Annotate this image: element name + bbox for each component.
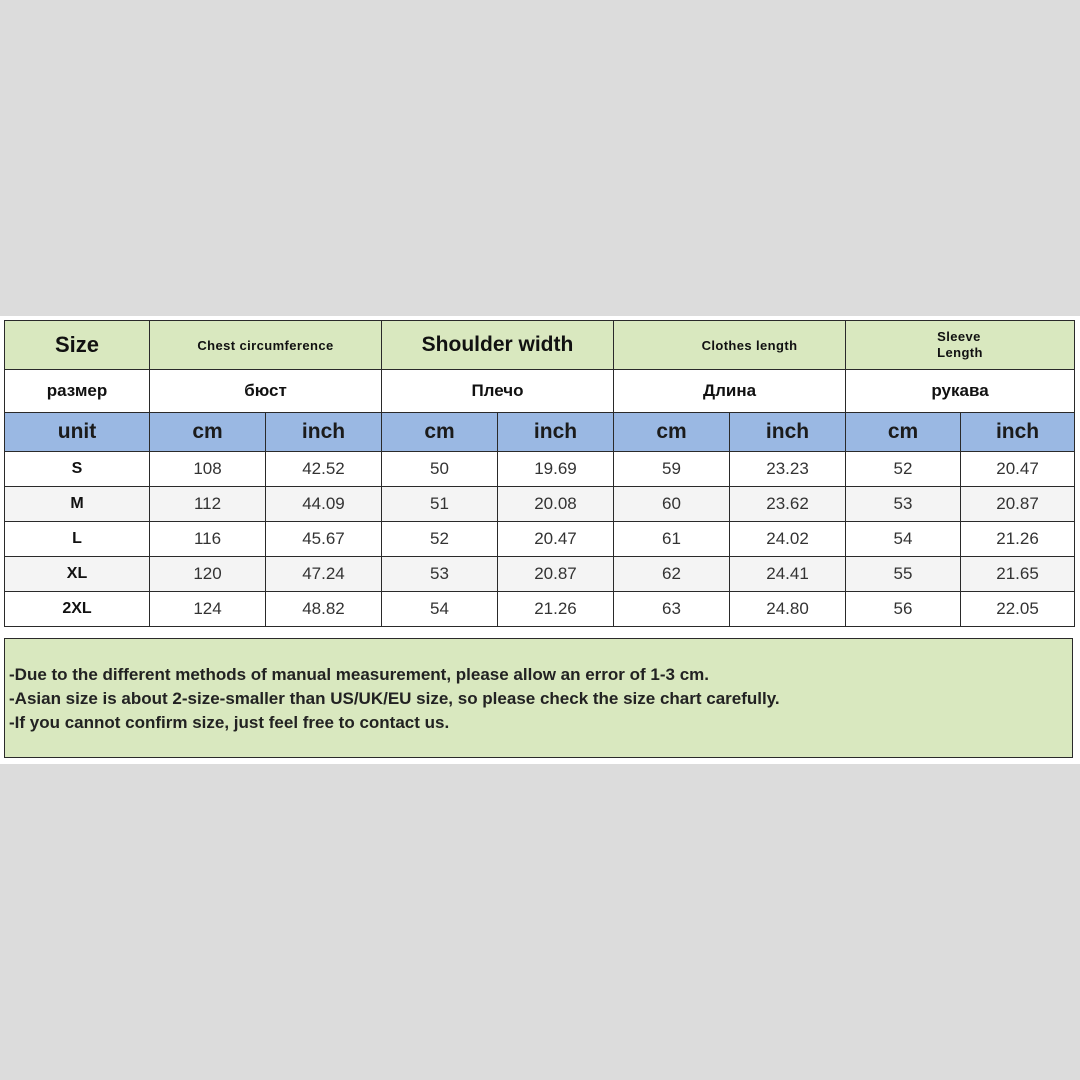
unit-inch: inch	[961, 413, 1075, 452]
header-sleeve-line1: Sleeve	[937, 328, 981, 344]
measurement-cell: 20.08	[498, 487, 614, 522]
ru-shoulder: Плечо	[382, 370, 614, 413]
measurement-cell: 54	[382, 592, 498, 627]
size-cell: L	[5, 522, 150, 557]
measurement-cell: 53	[846, 487, 961, 522]
ru-size: размер	[5, 370, 150, 413]
size-cell: M	[5, 487, 150, 522]
size-cell: XL	[5, 557, 150, 592]
unit-cm: cm	[846, 413, 961, 452]
size-chart	[0, 316, 1080, 764]
table-row	[5, 557, 1075, 592]
measurement-cell: 108	[150, 452, 266, 487]
unit-cm: cm	[614, 413, 730, 452]
size-cell: S	[5, 452, 150, 487]
measurement-cell: 53	[382, 557, 498, 592]
measurement-cell: 63	[614, 592, 730, 627]
ru-sleeve: рукава	[846, 370, 1075, 413]
measurement-cell: 62	[614, 557, 730, 592]
measurement-cell: 22.05	[961, 592, 1075, 627]
size-table	[4, 320, 1075, 627]
measurement-cell: 52	[382, 522, 498, 557]
header-sleeve	[846, 321, 1075, 370]
measurement-cell: 21.65	[961, 557, 1075, 592]
measurement-cell: 20.87	[498, 557, 614, 592]
measurement-cell: 21.26	[498, 592, 614, 627]
header-chest: Chest circumference	[150, 321, 382, 370]
measurement-cell: 112	[150, 487, 266, 522]
header-sleeve-line2: Length	[937, 344, 983, 360]
table-row	[5, 487, 1075, 522]
measurement-cell: 20.87	[961, 487, 1075, 522]
measurement-cell: 19.69	[498, 452, 614, 487]
header-length	[614, 321, 846, 370]
measurement-cell: 44.09	[266, 487, 382, 522]
unit-inch: inch	[498, 413, 614, 452]
ru-length: Длина	[614, 370, 846, 413]
russian-row	[5, 370, 1075, 413]
measurement-cell: 54	[846, 522, 961, 557]
notes-box	[4, 638, 1073, 758]
table-row	[5, 452, 1075, 487]
header-size: Size	[5, 321, 150, 370]
unit-cm: cm	[150, 413, 266, 452]
measurement-cell: 120	[150, 557, 266, 592]
measurement-cell: 56	[846, 592, 961, 627]
unit-cm: cm	[382, 413, 498, 452]
measurement-cell: 48.82	[266, 592, 382, 627]
table-row	[5, 592, 1075, 627]
measurement-cell: 124	[150, 592, 266, 627]
header-sleeve-label	[937, 329, 983, 361]
measurement-cell: 20.47	[961, 452, 1075, 487]
measurement-cell: 24.80	[730, 592, 846, 627]
measurement-cell: 61	[614, 522, 730, 557]
measurement-cell: 21.26	[961, 522, 1075, 557]
unit-row	[5, 413, 1075, 452]
measurement-cell: 50	[382, 452, 498, 487]
measurement-cell: 51	[382, 487, 498, 522]
table-row	[5, 522, 1075, 557]
size-cell: 2XL	[5, 592, 150, 627]
measurement-cell: 55	[846, 557, 961, 592]
measurement-cell: 116	[150, 522, 266, 557]
measurement-cell: 20.47	[498, 522, 614, 557]
header-length-label: Clothes length	[701, 337, 798, 353]
measurement-cell: 47.24	[266, 557, 382, 592]
note-line: -Due to the different methods of manual measurement, please allow an error of 1-3 cm.	[9, 665, 709, 684]
header-row	[5, 321, 1075, 370]
measurement-cell: 60	[614, 487, 730, 522]
measurement-cell: 24.02	[730, 522, 846, 557]
ru-chest: бюст	[150, 370, 382, 413]
measurement-cell: 52	[846, 452, 961, 487]
measurement-cell: 23.23	[730, 452, 846, 487]
header-shoulder: Shoulder width	[382, 321, 614, 370]
note-line: -If you cannot confirm size, just feel free to contact us.	[9, 713, 450, 732]
measurement-cell: 45.67	[266, 522, 382, 557]
measurement-cell: 23.62	[730, 487, 846, 522]
measurement-cell: 24.41	[730, 557, 846, 592]
unit-label: unit	[5, 413, 150, 452]
measurement-cell: 42.52	[266, 452, 382, 487]
unit-inch: inch	[730, 413, 846, 452]
unit-inch: inch	[266, 413, 382, 452]
measurement-cell: 59	[614, 452, 730, 487]
note-line: -Asian size is about 2-size-smaller than US/UK/EU size, so please check the size chart carefully.	[9, 689, 780, 708]
